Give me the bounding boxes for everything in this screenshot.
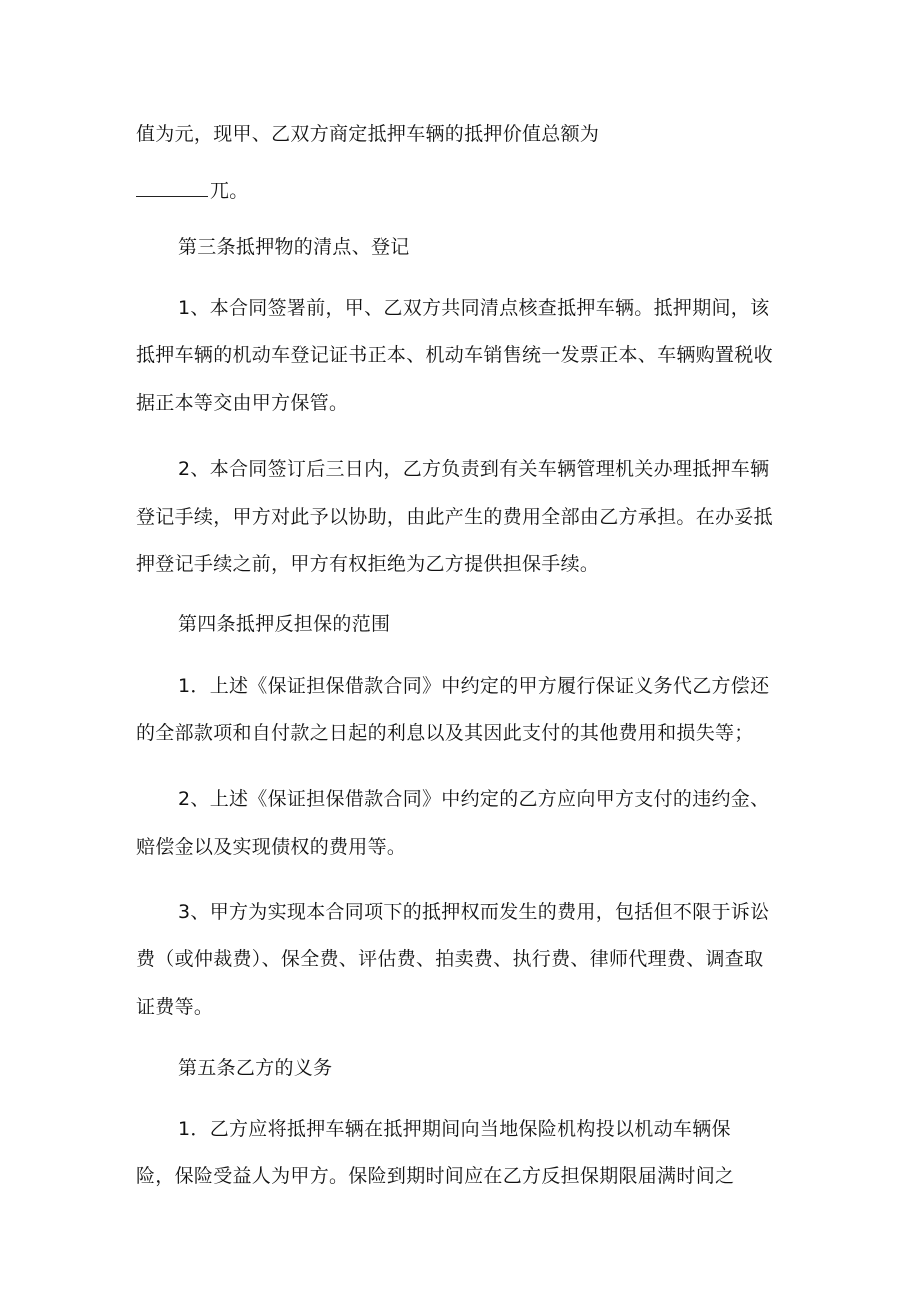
section-heading: 第三条抵押物的清点、登记 — [178, 236, 410, 258]
text-fragment: 兀。 — [210, 180, 249, 202]
text-line: 据正本等交由甲方保管。 — [136, 392, 349, 414]
text-line: 2、上述《保证担保借款合同》中约定的乙方应向甲方支付的违约金、 — [178, 788, 770, 810]
text-line: 1．上述《保证担保借款合同》中约定的甲方履行保证义务代乙方偿还 — [178, 675, 770, 697]
text-line-with-blank — [136, 178, 249, 203]
text-line: 证费等。 — [136, 996, 214, 1018]
text-line: 1、本合同签署前，甲、乙双方共同清点核查抵押车辆。抵押期间，该 — [178, 297, 770, 319]
text-line: 2、本合同签订后三日内，乙方负责到有关车辆管理机关办理抵押车辆 — [178, 458, 770, 480]
text-line: 3、甲方为实现本合同项下的抵押权而发生的费用，包括但不限于诉讼 — [178, 901, 770, 923]
text-line: 险，保险受益人为甲方。保险到期时间应在乙方反担保期限届满时间之 — [136, 1165, 735, 1187]
text-line: 费（或仲裁费）、保全费、评估费、拍卖费、执行费、律师代理费、调查取 — [136, 948, 764, 970]
text-line: 抵押车辆的机动车登记证书正本、机动车销售统一发票正本、车辆购置税收 — [136, 344, 773, 366]
section-heading: 第五条乙方的义务 — [178, 1057, 333, 1079]
text-line: 赔偿金以及实现债权的费用等。 — [136, 836, 407, 858]
text-line: 押登记手续之前，甲方有权拒绝为乙方提供担保手续。 — [136, 553, 600, 575]
text-line: 值为元，现甲、乙双方商定抵押车辆的抵押价值总额为 — [136, 123, 600, 145]
text-line: 的全部款项和自付款之日起的利息以及其因此支付的其他费用和损失等； — [136, 722, 754, 744]
text-line: 1．乙方应将抵押车辆在抵押期间向当地保险机构投以机动车辆保 — [178, 1118, 731, 1140]
fill-in-blank — [136, 178, 208, 197]
text-line: 登记手续，甲方对此予以协助，由此产生的费用全部由乙方承担。在办妥抵 — [136, 506, 773, 528]
section-heading: 第四条抵押反担保的范围 — [178, 613, 391, 635]
